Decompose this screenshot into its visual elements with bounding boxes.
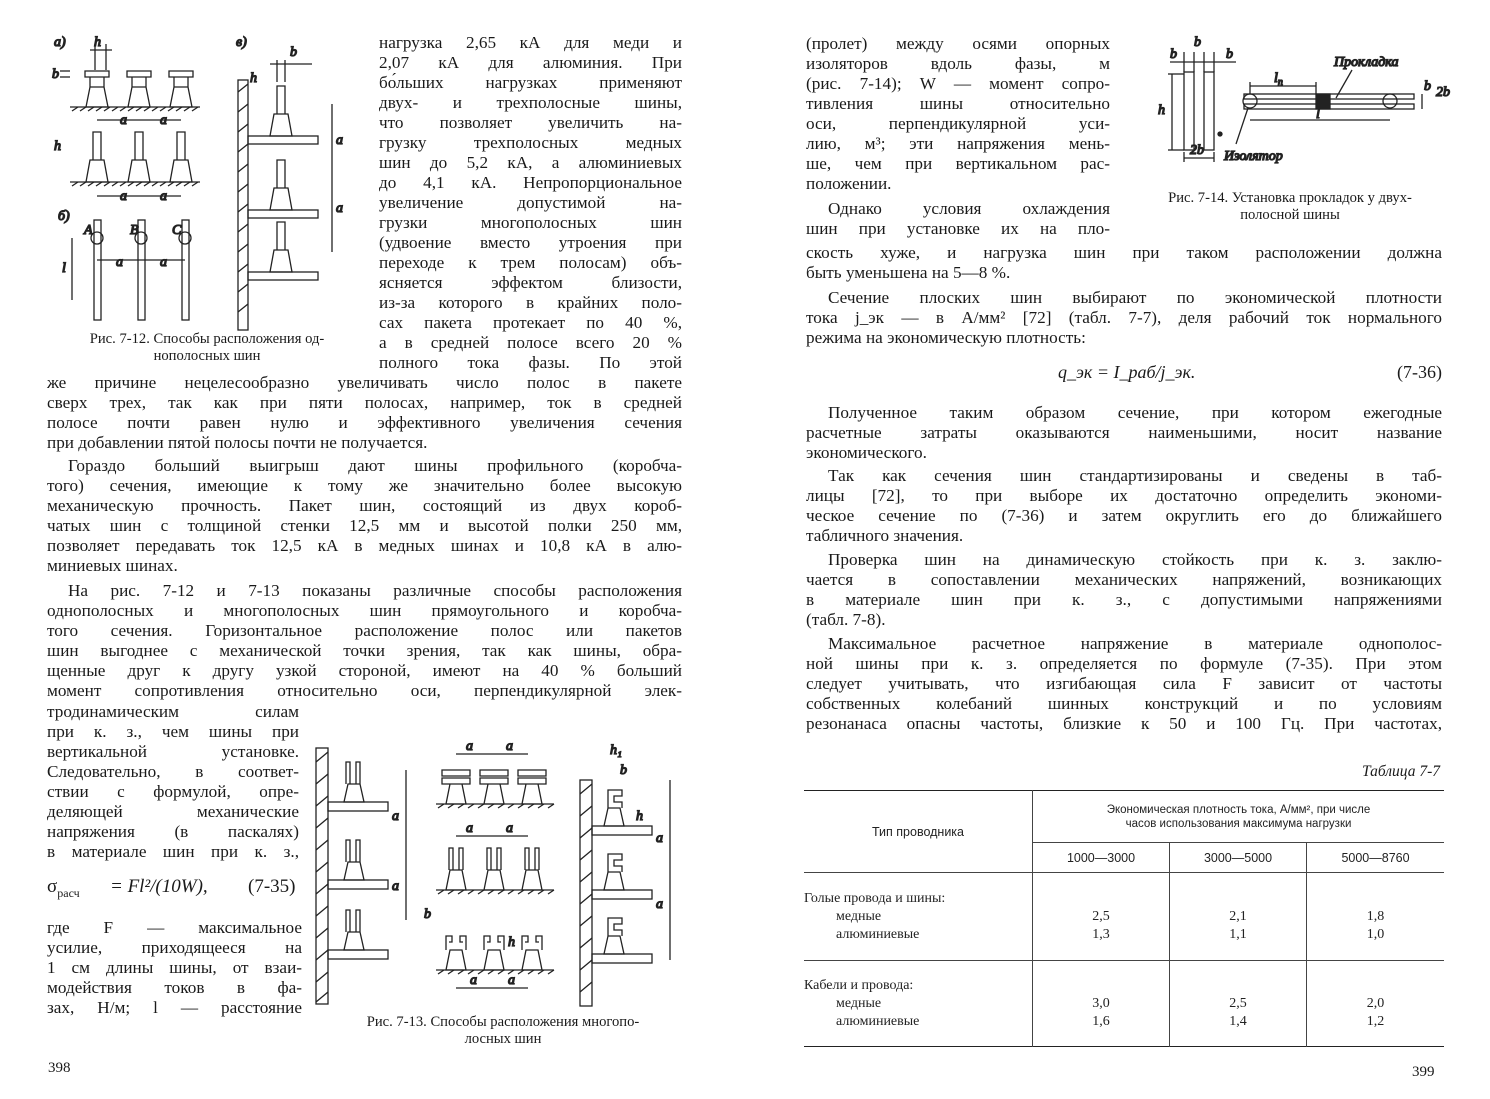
text-line: момент сопротивления относительно оси, перпендикулярной элек-	[47, 681, 682, 700]
dim-a: a	[466, 821, 473, 836]
table-7-7	[804, 790, 1444, 1047]
dim-b: b	[1194, 35, 1201, 50]
text-line: Сечение плоских шин выбирают по экономической плотности	[828, 288, 1442, 307]
cell-value: 2,0	[1366, 995, 1385, 1011]
dim-lp	[1274, 71, 1283, 88]
gasket-label: Прокладка	[1334, 55, 1399, 70]
dim-a: a	[656, 897, 663, 912]
text-line: табличного значения.	[806, 526, 964, 545]
dim-a: a	[120, 113, 127, 128]
text-line: шин выгоднее с механической точки зрения, так как шины, обра-	[47, 641, 682, 660]
formula-lhs-sub: расч	[57, 885, 80, 900]
text-line: бо́льших нагрузках применяют	[379, 73, 682, 92]
formula-rhs: = Fl²/(10W),	[110, 876, 208, 897]
dim-a: a	[656, 831, 663, 846]
cell-value: 2,1	[1229, 908, 1247, 924]
text-line: скость хуже, и нагрузка шин при таком расположении должна	[806, 243, 1442, 262]
header-range: 3000—5000	[1170, 843, 1307, 873]
table-cell	[1307, 961, 1445, 1047]
dim-a: a	[160, 189, 167, 204]
dim-a: a	[160, 113, 167, 128]
text-line: при добавлении пятой полосы почти не получается.	[47, 433, 428, 452]
text-line: миниевых шинах.	[47, 556, 178, 575]
text-line: (пролет) между осями опорных	[806, 34, 1110, 53]
caption-line: нополосных шин	[153, 348, 261, 364]
header-type: Тип проводника	[804, 791, 1033, 873]
dim-2b: 2b	[1190, 143, 1204, 158]
dim-a: a	[470, 973, 477, 988]
text-line: лию, м³; эти напряжения мень-	[806, 134, 1110, 153]
dim-lp-sub: п	[1277, 77, 1283, 88]
text-line: грузки многополосных шин	[379, 213, 682, 232]
text-line: шин до 5,2 кА, а алюминиевых	[379, 153, 682, 172]
text-line: полного тока фазы. По этой	[379, 353, 682, 372]
dim-h: h	[636, 809, 643, 824]
dim-h: h	[54, 139, 61, 154]
header-range: 5000—8760	[1341, 850, 1410, 865]
dim-a: a	[506, 821, 513, 836]
text-line: шин при установке их на пло-	[806, 219, 1110, 238]
text-line: собственных колебаний шинных конструкций и по условиям	[806, 694, 1442, 713]
text-line: ствии с формулой, опре-	[47, 782, 299, 801]
text-line: полосе почти равен нулю и эффективного увеличения сечения	[47, 413, 682, 432]
text-line: режима на экономическую плотность:	[806, 328, 1086, 347]
phase-b-label: B	[130, 223, 139, 238]
dim-a: a	[506, 739, 513, 754]
text-line: того сечения. Горизонтальное расположение полос или пакетов	[47, 621, 682, 640]
dim-a: a	[120, 189, 127, 204]
text-line: зах, Н/м; l — расстояние	[47, 998, 302, 1017]
table-row	[804, 961, 1033, 1047]
text-line: позволяет передавать ток 12,5 кА в медных шинах и 10,8 кА в алю-	[47, 536, 682, 555]
text-line: следует учитывать, что изгибающая сила F зависит от частоты	[806, 674, 1442, 693]
text-line: напряжения (в паскалях)	[47, 822, 299, 841]
text-line: из-за которого в крайних поло-	[379, 293, 682, 312]
dim-a: a	[336, 133, 343, 148]
cell-value: 1,4	[1229, 1013, 1247, 1029]
text-line: резонанаса опасны частоты, близкие к 50 и 100 Гц. При частотах,	[806, 714, 1442, 733]
table-cell	[1170, 961, 1307, 1047]
dim-a: a	[336, 201, 343, 216]
phase-c-label: C	[172, 223, 182, 238]
text-line: (рис. 7-14); W — момент сопро-	[806, 74, 1110, 93]
text-line: (табл. 7-8).	[806, 610, 886, 629]
dim-a: a	[160, 255, 167, 270]
dim-b: b	[620, 763, 627, 778]
text-line: тивления шины относительно	[806, 94, 1110, 113]
caption-line: полосной шины	[1240, 207, 1340, 223]
text-line: усилие, приходящееся на	[47, 938, 302, 957]
figure-7-13	[314, 740, 686, 1012]
text-line: в материале шин при к. з.,	[47, 842, 299, 861]
cell-value: 1,2	[1366, 1013, 1385, 1029]
figure-7-13-caption	[318, 1014, 688, 1048]
cell-value: 3,0	[1092, 995, 1110, 1011]
text-line: тока j_эк — в А/мм² [72] (табл. 7-7), деля рабочий ток нормального	[806, 308, 1442, 327]
text-line: 2,07 кА для алюминия. При	[379, 53, 682, 72]
row-name: медные	[836, 908, 882, 924]
figure-7-14-caption	[1130, 190, 1450, 224]
text-line: экономического.	[806, 443, 927, 462]
text-line: ческое сечение по (7-36) и затем округлить его до ближайшего	[806, 506, 1442, 525]
table-7-7-caption: Таблица 7-7	[1362, 763, 1440, 780]
cell-value: 1,1	[1229, 926, 1247, 942]
formula-lhs: σ	[47, 876, 58, 897]
text-line: тродинамическим силам	[47, 702, 299, 721]
text-line: быть уменьшена на 5—8 %.	[806, 263, 1011, 282]
dim-h: h	[250, 71, 257, 86]
text-line: чается в сопоставлении механических напряжений, возникающих	[806, 570, 1442, 589]
text-line: (удвоение вместо утроения при	[379, 233, 682, 252]
dim-l: l	[1316, 107, 1320, 122]
text-line: грузку трехполосных медных	[379, 133, 682, 152]
insulator-label: Изолятор	[1224, 149, 1283, 164]
text-line: деляющей механические	[47, 802, 299, 821]
text-line: Гораздо больший выигрыш дают шины профильного (коробча-	[68, 456, 682, 475]
text-line: сах пакета протекает по 40 %,	[379, 313, 682, 332]
header-group	[1033, 791, 1445, 843]
text-line: переходе к трем полосам) объ-	[379, 253, 682, 272]
dim-b: b	[52, 67, 59, 82]
text-line: Полученное таким образом сечение, при котором ежегодные	[828, 403, 1442, 422]
page-number-right: 399	[1412, 1064, 1435, 1080]
header-group-line: часов использования максимума нагрузки	[1125, 817, 1352, 830]
row-name: медные	[836, 995, 882, 1011]
dim-b: b	[1226, 47, 1233, 62]
text-line: где F — максимальное	[47, 918, 302, 937]
figure-7-14	[1140, 34, 1448, 168]
text-line: расчетные затраты оказываются наименьшими, носит название	[806, 423, 1442, 442]
text-line: положении.	[806, 174, 892, 193]
text-line: при к. з., чем шины при	[47, 722, 299, 741]
table-cell	[1033, 961, 1170, 1047]
text-line: в материале шин при к. з., с допустимыми напряжениями	[806, 590, 1442, 609]
dim-a: a	[392, 879, 399, 894]
dim-a: a	[116, 255, 123, 270]
text-line: а в средней полосе всего 20 %	[379, 333, 682, 352]
text-line: Следовательно, в соответ-	[47, 762, 299, 781]
text-line: модействия токов в фа-	[47, 978, 302, 997]
text-line: ясняется эффектом близости,	[379, 273, 682, 292]
header-group-line: Экономическая плотность тока, А/мм², при числе	[1106, 803, 1371, 816]
figure-7-12	[50, 32, 370, 332]
group-title: Голые провода и шины:	[804, 890, 946, 906]
caption-line: Рис. 7-12. Способы расположения од-	[89, 331, 325, 347]
text-line: нагрузка 2,65 кА для меди и	[379, 33, 682, 52]
cell-value: 2,5	[1229, 995, 1247, 1011]
dim-l-letter: l	[1274, 71, 1278, 86]
text-line: сверх трех, так как при пяти полосах, например, ток в средней	[47, 393, 682, 412]
cell-value: 1,6	[1092, 1013, 1110, 1029]
text-line: ше, чем при вертикальном рас-	[806, 154, 1110, 173]
dim-a: a	[392, 809, 399, 824]
group-title: Кабели и провода:	[804, 977, 914, 993]
panel-v-label: в)	[236, 35, 247, 50]
panel-a-label: а)	[54, 35, 66, 50]
text-line: двух- и трехполосные шины,	[379, 93, 682, 112]
text-line: что позволяет увеличить на-	[379, 113, 682, 132]
text-line: щенные друг к другу узкой стороной, имеют на 40 % больший	[47, 661, 682, 680]
dim-a: a	[508, 973, 515, 988]
cell-value: 2,5	[1092, 908, 1110, 924]
table-row	[804, 873, 1033, 961]
formula-7-36	[806, 362, 1442, 386]
page-number-left: 398	[48, 1060, 71, 1076]
text-line: однополосных и многополосных шин прямоугольного и коробча-	[47, 601, 682, 620]
text-line: изоляторов вдоль фазы, м	[806, 54, 1110, 73]
formula-number: (7-36)	[1397, 362, 1442, 382]
dim-2b: 2b	[1436, 85, 1450, 100]
formula-7-35	[47, 876, 302, 902]
text-line: лицы [72], то при выборе их достаточно определить экономи-	[806, 486, 1442, 505]
text-line: чатых шин с толщиной стенки 12,5 мм и высотой полки 250 мм,	[47, 516, 682, 535]
panel-b-label: б)	[58, 209, 70, 224]
row-name: алюминиевые	[836, 926, 920, 942]
text-line: Максимальное расчетное напряжение в материале однополос-	[828, 634, 1442, 653]
table-cell	[1170, 873, 1307, 961]
dim-h: h	[1158, 103, 1165, 118]
phase-a-label: A	[84, 223, 93, 238]
text-line: до 4,1 кА. Непропорциональное	[379, 173, 682, 192]
text-line: же причине нецелесообразно увеличивать число полос в пакете	[47, 373, 682, 392]
text-line: Проверка шин на динамическую стойкость при к. з. заклю-	[828, 550, 1442, 569]
header-range: 1000—3000	[1033, 843, 1170, 873]
text-line: оси, перпендикулярной уси-	[806, 114, 1110, 133]
text-line: механическую прочность. Пакет шин, состоящий из двух короб-	[47, 496, 682, 515]
text-line: На рис. 7-12 и 7-13 показаны различные способы расположения	[68, 581, 682, 600]
dim-b: b	[1170, 47, 1177, 62]
text-line: Так как сечения шин стандартизированы и сведены в таб-	[828, 466, 1442, 485]
formula-text: q_эк = I_раб/j_эк.	[1058, 362, 1196, 382]
row-name: алюминиевые	[836, 1013, 920, 1029]
dim-l: l	[62, 261, 66, 276]
dim-a: a	[466, 739, 473, 754]
dim-b: b	[424, 907, 431, 922]
text-line: Однако условия охлаждения	[828, 199, 1110, 218]
caption-line: Рис. 7-13. Способы расположения многопо-	[366, 1014, 640, 1030]
caption-line: лосных шин	[464, 1031, 542, 1047]
dim-b: b	[1424, 79, 1431, 94]
text-line: 1 см длины шины, от взаи-	[47, 958, 302, 977]
table-cell	[1307, 873, 1445, 961]
caption-line: Рис. 7-14. Установка прокладок у двух-	[1168, 190, 1412, 206]
text-line: того) сечения, имеющие к тому же значительно более высокую	[47, 476, 682, 495]
figure-7-12-caption	[42, 331, 372, 365]
cell-value: 1,3	[1092, 926, 1110, 942]
formula-number: (7-35)	[248, 876, 296, 897]
dim-h: h	[508, 935, 515, 950]
text-line: вертикальной установке.	[47, 742, 299, 761]
text-line: увеличение допустимой на-	[379, 193, 682, 212]
dim-h1: h₁	[610, 743, 622, 758]
cell-value: 1,0	[1366, 926, 1385, 942]
text-line: ной шины при к. з. определяется по формуле (7-35). При этом	[806, 654, 1442, 673]
dim-h: h	[94, 35, 101, 50]
cell-value: 1,8	[1366, 908, 1385, 924]
table-cell	[1033, 873, 1170, 961]
dim-b: b	[290, 45, 297, 60]
